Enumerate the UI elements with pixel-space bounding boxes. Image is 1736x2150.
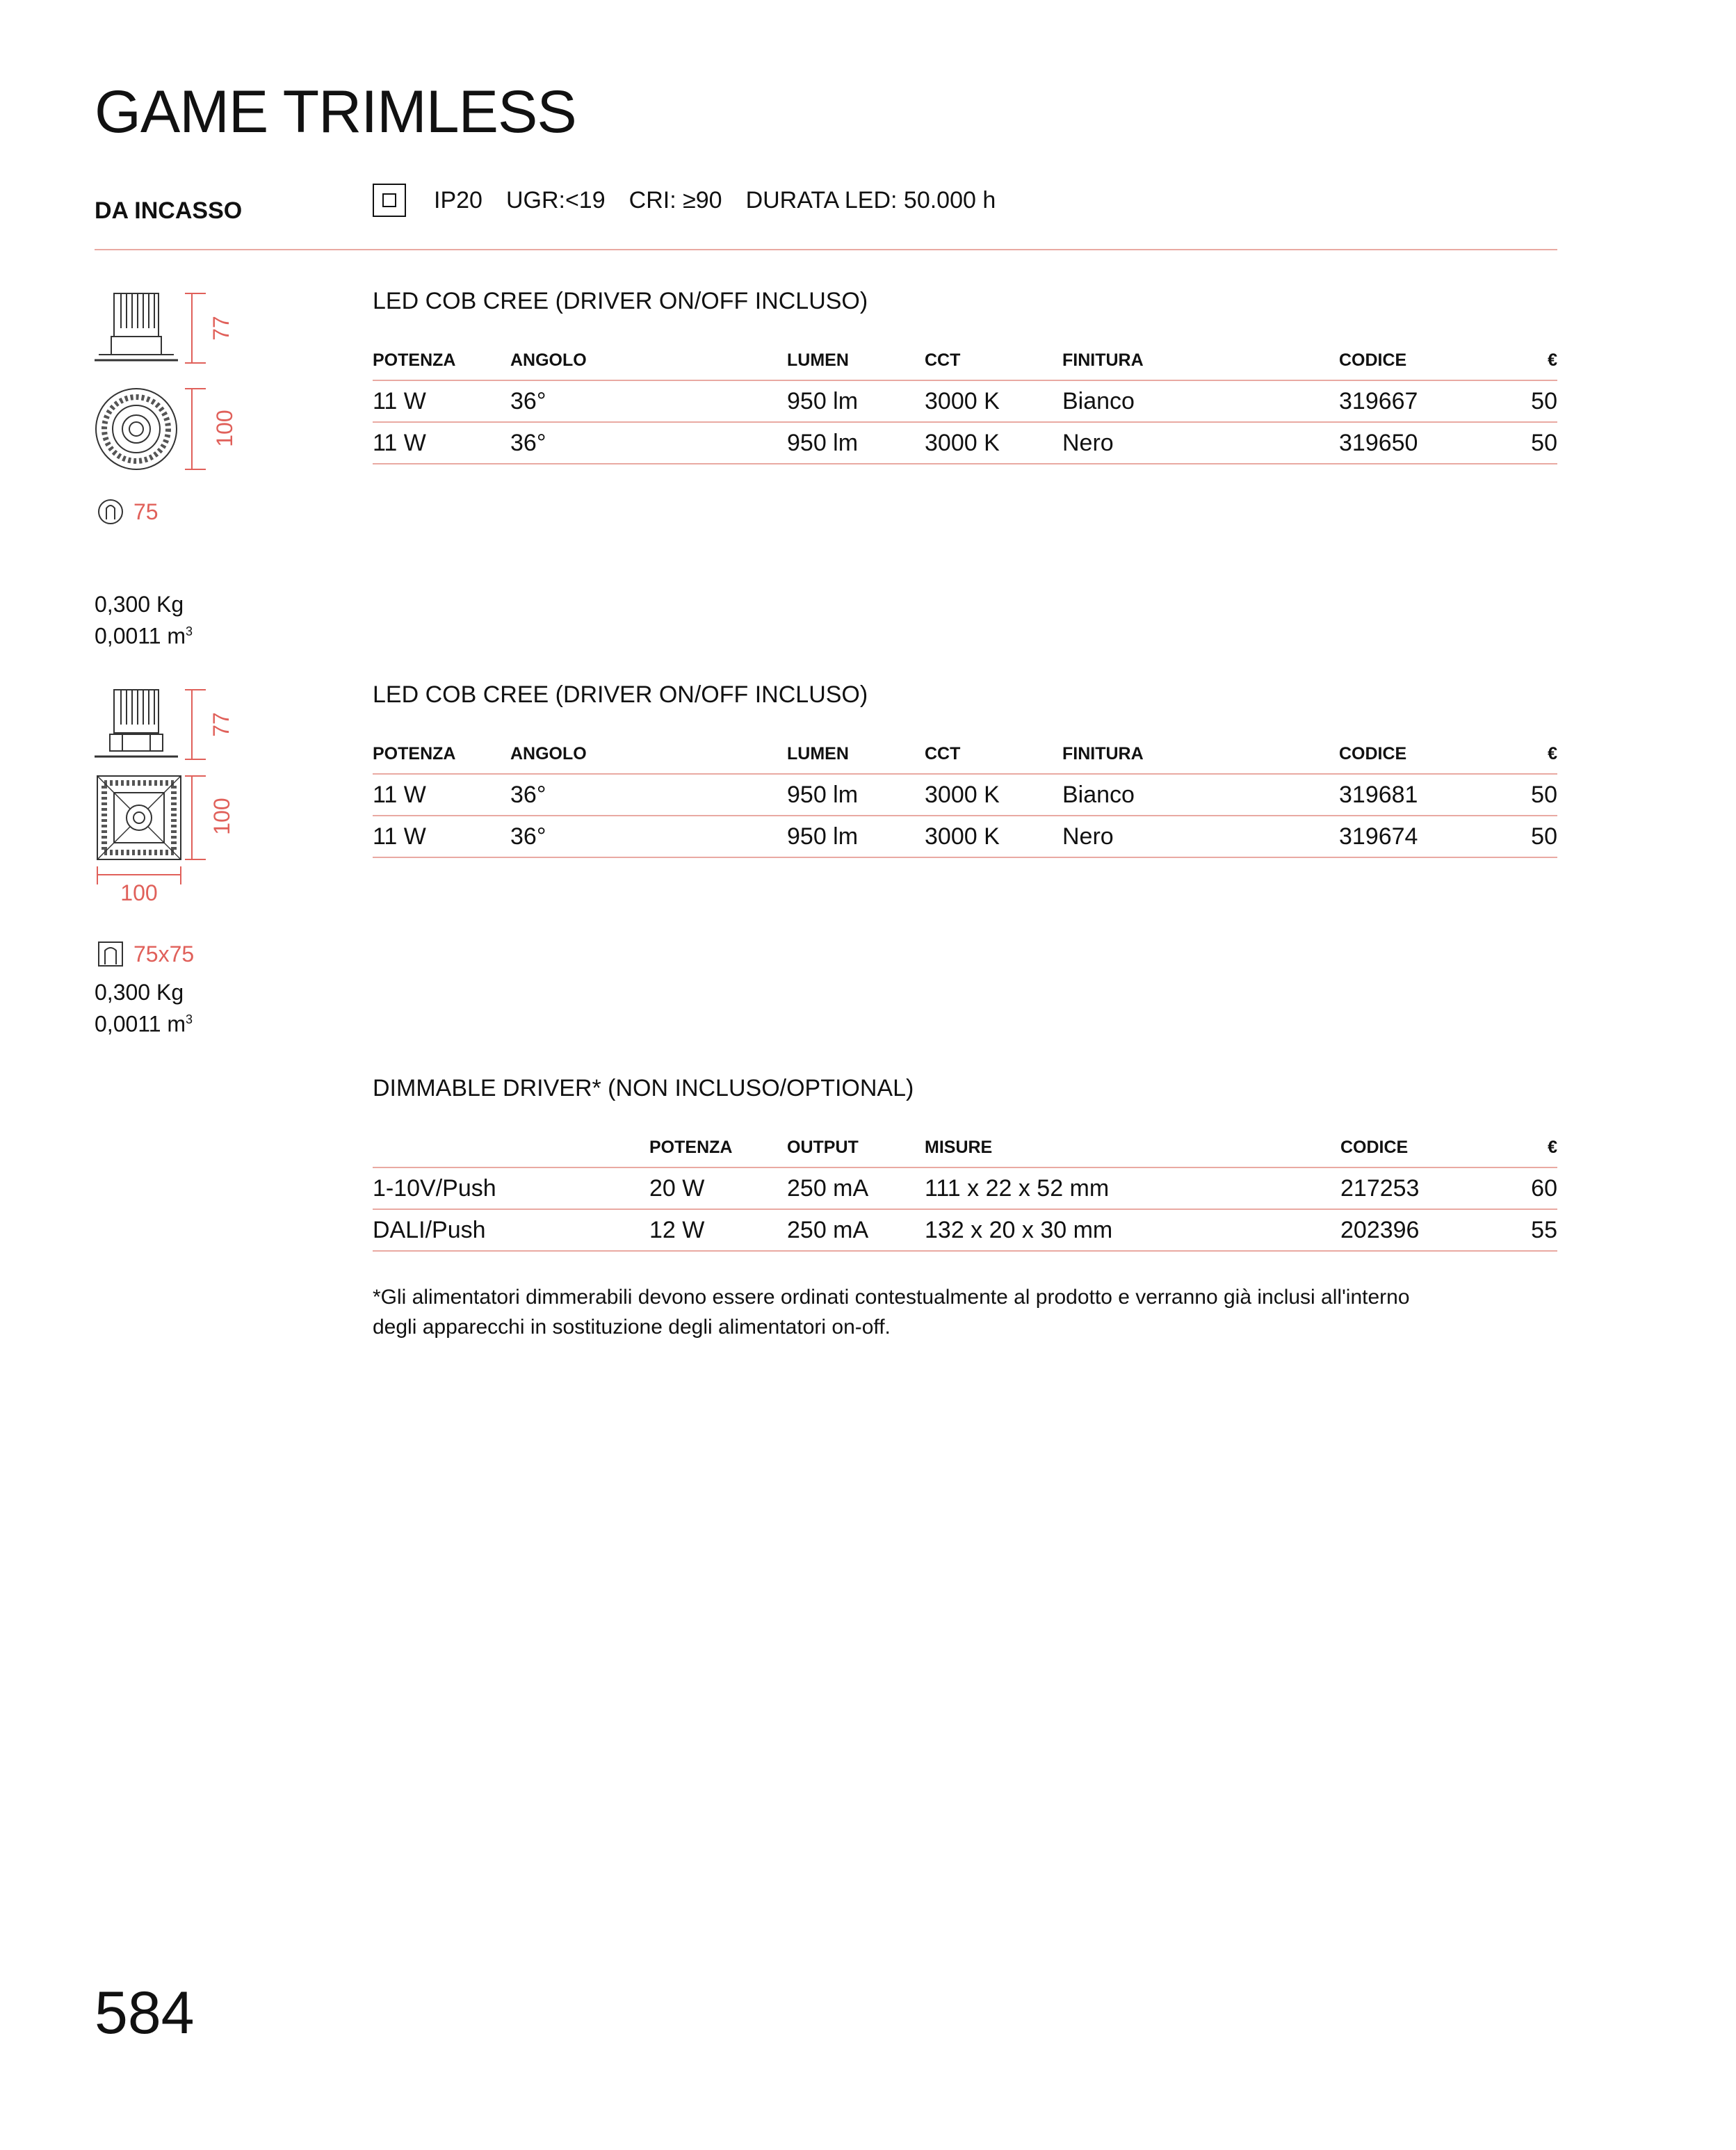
cell-misure: 132 x 20 x 30 mm <box>925 1209 1340 1251</box>
dim-height-label: 77 <box>209 316 234 341</box>
cell-cct: 3000 K <box>925 816 1062 857</box>
round-cutout-icon <box>97 499 124 525</box>
cell-finitura: Bianco <box>1062 774 1339 816</box>
footnote-line-2: degli apparecchi in sostituzione degli alimentatori on-off. <box>373 1316 891 1339</box>
dim-width-label: 100 <box>120 880 158 905</box>
table-row <box>373 422 1557 464</box>
product1-table <box>373 341 1557 464</box>
cell-codice: 202396 <box>1340 1209 1479 1251</box>
cell-potenza: 12 W <box>649 1209 787 1251</box>
drivers-section-title: DIMMABLE DRIVER* (NON INCLUSO/OPTIONAL) <box>373 1075 914 1101</box>
drivers-table <box>373 1128 1557 1252</box>
insulation-class-icon <box>373 184 406 217</box>
product2-section-title: LED COB CREE (DRIVER ON/OFF INCLUSO) <box>373 681 868 708</box>
col-codice: CODICE <box>1340 1128 1479 1167</box>
cell-finitura: Bianco <box>1062 380 1339 422</box>
col-price: € <box>1478 341 1557 380</box>
product2-volume: 0,0011 $m^3$ <box>95 1011 193 1037</box>
product1-volume: 0,0011 $m^3$ <box>95 623 193 649</box>
product1-weight: 0,300 Kg <box>95 592 184 617</box>
cell-price: 50 <box>1478 816 1557 857</box>
cell-codice: 319674 <box>1339 816 1478 857</box>
spec-durata: DURATA LED: 50.000 h <box>745 186 996 213</box>
table-header-row <box>373 734 1557 774</box>
cell-lumen: 950 lm <box>787 774 925 816</box>
cell-price: 50 <box>1478 774 1557 816</box>
col-angolo: ANGOLO <box>510 734 787 774</box>
col-codice: CODICE <box>1339 734 1478 774</box>
col-potenza: POTENZA <box>373 341 510 380</box>
cell-cct: 3000 K <box>925 774 1062 816</box>
dim-diameter-label: 100 <box>212 410 237 447</box>
col-codice: CODICE <box>1339 341 1478 380</box>
cell-codice: 319681 <box>1339 774 1478 816</box>
col-lumen: LUMEN <box>787 734 925 774</box>
cell-codice: 319667 <box>1339 380 1478 422</box>
product2-logistics <box>95 979 193 1038</box>
square-cutout-icon <box>97 941 124 967</box>
table-header-row <box>373 341 1557 380</box>
col-finitura: FINITURA <box>1062 734 1339 774</box>
cell-cct: 3000 K <box>925 422 1062 464</box>
cell-potenza: 11 W <box>373 816 510 857</box>
spec-ip: IP20 <box>434 186 482 213</box>
table-header-row <box>373 1128 1557 1167</box>
cell-lumen: 950 lm <box>787 816 925 857</box>
table-row <box>373 1167 1557 1209</box>
col-price: € <box>1478 734 1557 774</box>
cell-finitura: Nero <box>1062 816 1339 857</box>
cell-price: 50 <box>1478 422 1557 464</box>
col-misure: MISURE <box>925 1128 1340 1167</box>
dim-side-label: 100 <box>209 798 234 835</box>
product2-weight: 0,300 Kg <box>95 980 184 1005</box>
cell-price: 60 <box>1479 1167 1557 1209</box>
cell-type: 1-10V/Push <box>373 1167 649 1209</box>
col-angolo: ANGOLO <box>510 341 787 380</box>
product1-logistics <box>95 591 193 650</box>
category-label: DA INCASSO <box>95 197 243 224</box>
cell-output: 250 mA <box>787 1209 925 1251</box>
col-cct: CCT <box>925 341 1062 380</box>
page-title: GAME TRIMLESS <box>95 79 576 145</box>
page-number: 584 <box>95 1980 195 2046</box>
cell-angolo: 36° <box>510 380 787 422</box>
col-lumen: LUMEN <box>787 341 925 380</box>
cutout-round-label: 75 <box>133 499 159 524</box>
header-divider <box>95 249 1557 250</box>
cell-type: DALI/Push <box>373 1209 649 1251</box>
cell-potenza: 20 W <box>649 1167 787 1209</box>
col-price: € <box>1479 1128 1557 1167</box>
cell-finitura: Nero <box>1062 422 1339 464</box>
cutout-round <box>97 498 159 526</box>
cell-codice: 217253 <box>1340 1167 1479 1209</box>
cell-lumen: 950 lm <box>787 380 925 422</box>
cell-price: 55 <box>1479 1209 1557 1251</box>
cell-potenza: 11 W <box>373 422 510 464</box>
footnote-line-1: *Gli alimentatori dimmerabili devono essere ordinati contestualmente al prodotto e verranno già inclusi all'interno <box>373 1286 1410 1309</box>
cutout-square-label: 75x75 <box>133 941 195 967</box>
table-row <box>373 1209 1557 1251</box>
col-potenza: POTENZA <box>649 1128 787 1167</box>
cell-potenza: 11 W <box>373 380 510 422</box>
spec-cri: CRI: ≥90 <box>628 186 722 213</box>
cell-misure: 111 x 22 x 52 mm <box>925 1167 1340 1209</box>
product1-section-title: LED COB CREE (DRIVER ON/OFF INCLUSO) <box>373 288 868 314</box>
col-cct: CCT <box>925 734 1062 774</box>
cell-lumen: 950 lm <box>787 422 925 464</box>
product2-table <box>373 734 1557 858</box>
spec-ugr: UGR:<19 <box>505 186 606 213</box>
cell-angolo: 36° <box>510 774 787 816</box>
cell-output: 250 mA <box>787 1167 925 1209</box>
col-type <box>373 1128 649 1167</box>
cell-codice: 319650 <box>1339 422 1478 464</box>
cell-price: 50 <box>1478 380 1557 422</box>
dim-height-label-2: 77 <box>209 712 234 737</box>
table-row <box>373 816 1557 857</box>
cell-angolo: 36° <box>510 422 787 464</box>
cell-potenza: 11 W <box>373 774 510 816</box>
cell-cct: 3000 K <box>925 380 1062 422</box>
col-finitura: FINITURA <box>1062 341 1339 380</box>
cell-angolo: 36° <box>510 816 787 857</box>
driver-footnote <box>373 1282 1410 1342</box>
col-potenza: POTENZA <box>373 734 510 774</box>
cutout-square <box>97 940 194 968</box>
table-row <box>373 380 1557 422</box>
col-output: OUTPUT <box>787 1128 925 1167</box>
spec-strip <box>373 179 1019 221</box>
table-row <box>373 774 1557 816</box>
